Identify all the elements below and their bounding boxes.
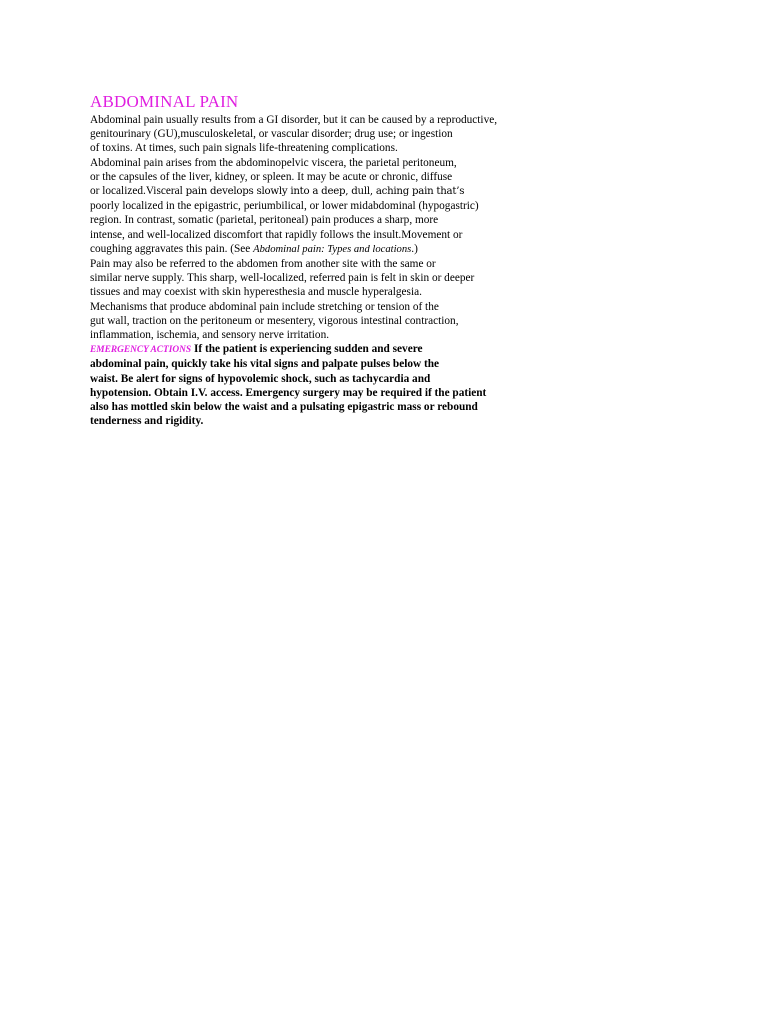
text-line: tenderness and rigidity. — [90, 415, 204, 428]
text-line: poorly localized in the epigastric, periumbilical, or lower midabdominal (hypogastric) — [90, 200, 479, 213]
emergency-actions-block — [90, 342, 530, 428]
paragraph-referred-pain — [90, 257, 530, 300]
text-line: region. In contrast, somatic (parietal, peritoneal) pain produces a sharp, more — [90, 214, 439, 227]
text-line: gut wall, traction on the peritoneum or mesentery, vigorous intestinal contraction, — [90, 314, 459, 327]
text-line: Pain may also be referred to the abdomen from another site with the same or — [90, 258, 436, 271]
text-line — [90, 184, 530, 199]
text-line: Abdominal pain usually results from a GI disorder, but it can be caused by a reproductive, — [90, 114, 498, 126]
document-title: ABDOMINAL PAIN — [90, 92, 239, 111]
paragraph-origins — [90, 156, 530, 257]
text-segment: or localized.Visceral — [90, 185, 186, 198]
text-line: tissues and may coexist with skin hyperesthesia and muscle hyperalgesia. — [90, 286, 422, 299]
text-line: of toxins. At times, such pain signals life-threatening complications. — [90, 142, 398, 155]
text-line: similar nerve supply. This sharp, well-localized, referred pain is felt in skin or deeper — [90, 272, 475, 285]
text-line: hypotension. Obtain I.V. access. Emergency surgery may be required if the patient — [90, 386, 487, 399]
document-page — [90, 92, 530, 428]
text-line: inflammation, ischemia, and sensory nerve irritation. — [90, 329, 330, 342]
paragraph-mechanisms — [90, 300, 530, 343]
text-line — [90, 242, 530, 257]
text-line: genitourinary (GU),musculoskeletal, or vascular disorder; drug use; or ingestion — [90, 128, 453, 141]
text-line — [90, 342, 530, 357]
text-line: abdominal pain, quickly take his vital signs and palpate pulses below the — [90, 358, 440, 371]
paragraph-intro — [90, 113, 530, 156]
text-segment: If the patient is experiencing sudden and severe — [191, 343, 423, 356]
text-segment: coughing aggravates this pain. (See — [90, 242, 254, 255]
text-line: intense, and well-localized discomfort that rapidly follows the insult.Movement or — [90, 228, 463, 241]
text-line: Abdominal pain arises from the abdominopelvic viscera, the parietal peritoneum, — [90, 156, 457, 169]
text-line: or the capsules of the liver, kidney, or spleen. It may be acute or chronic, diffuse — [90, 170, 453, 183]
text-segment: .) — [411, 242, 418, 255]
cross-reference: Abdominal pain: Types and locations — [253, 243, 412, 255]
text-line: also has mottled skin below the waist and a pulsating epigastric mass or rebound — [90, 401, 478, 414]
emergency-actions-label: EMERGENCY ACTIONS — [90, 345, 192, 356]
text-line: Mechanisms that produce abdominal pain include stretching or tension of the — [90, 300, 439, 313]
text-line: waist. Be alert for signs of hypovolemic shock, such as tachycardia and — [90, 372, 431, 385]
text-segment-alt-font: pain develops slowly into a deep, dull, aching pain that’s — [185, 186, 465, 198]
